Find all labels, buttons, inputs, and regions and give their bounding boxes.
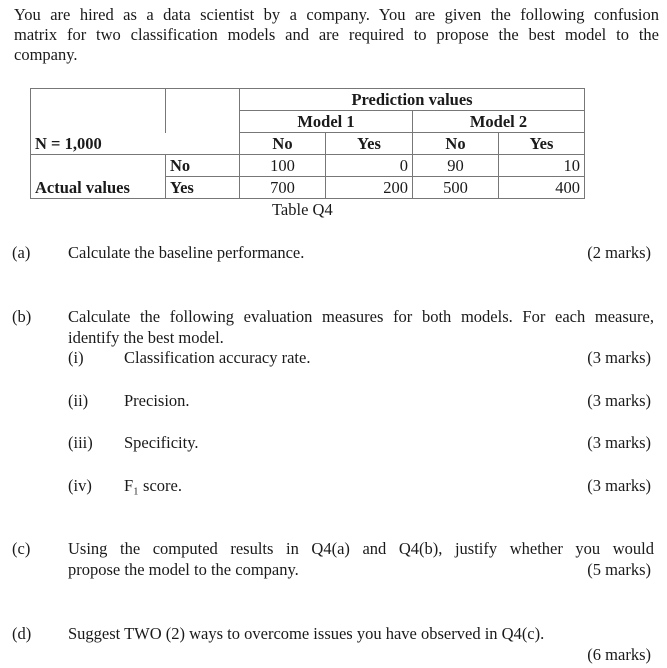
- prediction-values-header: Prediction values: [240, 89, 585, 111]
- question-d-marks: (6 marks): [587, 645, 651, 664]
- model-2-header: Model 2: [413, 111, 585, 133]
- m1-no-header: No: [240, 133, 326, 155]
- question-c-marks: (5 marks): [587, 560, 651, 579]
- intro-paragraph: [14, 5, 659, 65]
- cell-m1-no: 700: [240, 177, 326, 199]
- question-a-label: (a): [12, 243, 31, 262]
- m2-no-header: No: [413, 133, 499, 155]
- n-label: N = 1,000: [31, 133, 240, 155]
- sub-ii-text: Precision.: [124, 391, 190, 410]
- intro-line-1: You are hired as a data scientist by a company. You are given the following confusion: [14, 5, 659, 24]
- intro-line-2: matrix for two classification models and are required to propose the best model to the: [14, 25, 659, 44]
- m2-yes-header: Yes: [499, 133, 585, 155]
- question-c-text-line-1: Using the computed results in Q4(a) and Q4(b), justify whether you would: [68, 539, 654, 558]
- sub-iv-label: (iv): [68, 476, 92, 495]
- model-1-header: Model 1: [240, 111, 413, 133]
- cell-m2-no: 90: [413, 155, 499, 177]
- table-caption: Table Q4: [272, 200, 333, 219]
- cell-m2-no: 500: [413, 177, 499, 199]
- cell-m2-yes: 400: [499, 177, 585, 199]
- cell-m1-yes: 200: [326, 177, 413, 199]
- sub-iv-marks: (3 marks): [587, 476, 651, 495]
- question-b-label: (b): [12, 307, 32, 326]
- cell-m2-yes: 10: [499, 155, 585, 177]
- corner-cell-2: [166, 89, 240, 111]
- cell-m1-yes: 0: [326, 155, 413, 177]
- sub-i-marks: (3 marks): [587, 348, 651, 367]
- sub-i-label: (i): [68, 348, 84, 367]
- question-a-marks: (2 marks): [587, 243, 651, 262]
- question-c-text-line-2: propose the model to the company.: [68, 560, 299, 579]
- question-b-text-line-2: identify the best model.: [68, 328, 224, 347]
- table-row: [31, 177, 585, 199]
- sub-iii-marks: (3 marks): [587, 433, 651, 452]
- intro-line-3: company.: [14, 45, 78, 64]
- sub-ii-marks: (3 marks): [587, 391, 651, 410]
- sub-iv-text: F₁ score.: [124, 476, 182, 495]
- m1-yes-header: Yes: [326, 133, 413, 155]
- actual-values-label: Actual values: [31, 177, 166, 199]
- sub-i-text: Classification accuracy rate.: [124, 348, 311, 367]
- question-c-label: (c): [12, 539, 31, 558]
- table-row: [31, 155, 585, 177]
- confusion-matrix-table: [30, 88, 585, 199]
- row-label-no: No: [166, 155, 240, 177]
- sub-iii-text: Specificity.: [124, 433, 199, 452]
- sub-ii-label: (ii): [68, 391, 89, 410]
- question-b-text-line-1: Calculate the following evaluation measures for both models. For each measure,: [68, 307, 654, 326]
- row-label-yes: Yes: [166, 177, 240, 199]
- cell-m1-no: 100: [240, 155, 326, 177]
- question-d-label: (d): [12, 624, 32, 643]
- question-a-text: Calculate the baseline performance.: [68, 243, 305, 262]
- question-d-text: Suggest TWO (2) ways to overcome issues you have observed in Q4(c).: [68, 624, 545, 643]
- sub-iii-label: (iii): [68, 433, 93, 452]
- corner-cell: [31, 89, 166, 111]
